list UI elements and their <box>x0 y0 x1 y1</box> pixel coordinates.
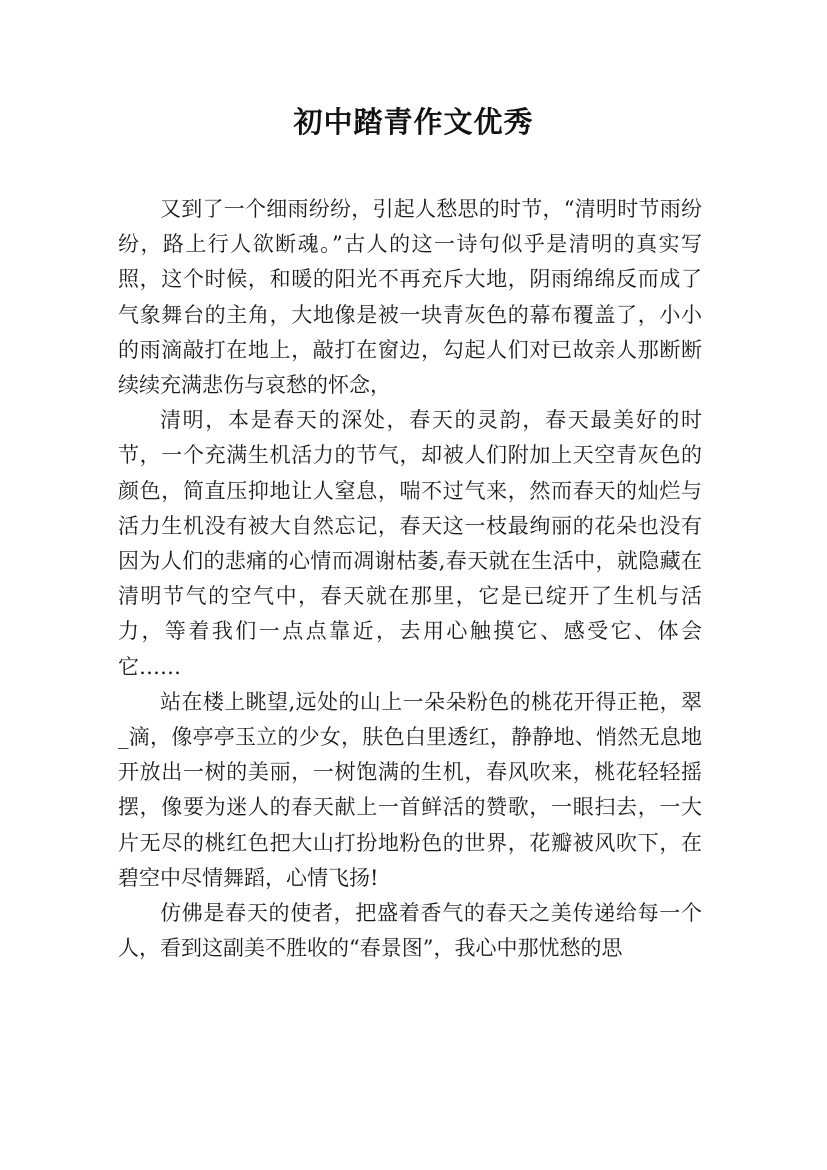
document-title: 初中踏青作文优秀 <box>293 105 534 139</box>
paragraph-1: 又到了一个细雨纷纷，引起人愁思的时节，“清明时节雨纷纷，路上行人欲断魂。”古人的这一诗句似乎是清明的真实写照，这个时候，和暖的阳光不再充斥大地，阴雨绵绵反而成了气象舞台的主角，大地像是被一块青灰色的幕布覆盖了，小小的雨滴敲打在地上，敲打在窗边，勾起人们对已故亲人那断断续续充满悲伤与哀愁的怀念， <box>118 197 702 398</box>
document-body <box>118 192 702 966</box>
paragraph-3: 站在楼上眺望,远处的山上一朵朵粉色的桃花开得正艳，翠_滴，像亭亭玉立的少女，肤色白里透红，静静地、悄然无息地开放出一树的美丽，一树饱满的生机，春风吹来，桃花轻轻摇摆，像要为迷人的春天献上一首鲜活的赞歌，一眼扫去，一大片无尽的桃红色把大山打扮地粉色的世界，花瓣被风吹下，在碧空中尽情舞蹈，心情飞扬! <box>118 689 702 890</box>
paragraph-2: 清明，本是春天的深处，春天的灵韵，春天最美好的时节，一个充满生机活力的节气，却被人们附加上天空青灰色的颜色，简直压抑地让人窒息，喘不过气来，然而春天的灿烂与活力生机没有被大自然忘记，春天这一枝最绚丽的花朵也没有因为人们的悲痛的心情而凋谢枯萎,春天就在生活中，就隐藏在清明节气的空气中，春天就在那里，它是已绽开了生机与活力，等着我们一点点靠近，去用心触摸它、感受它、体会它…… <box>118 408 702 679</box>
paragraph-4: 仿佛是春天的使者，把盛着香气的春天之美传递给每一个人，看到这副美不胜收的“春景图”，我心中那忧愁的思 <box>118 901 702 961</box>
